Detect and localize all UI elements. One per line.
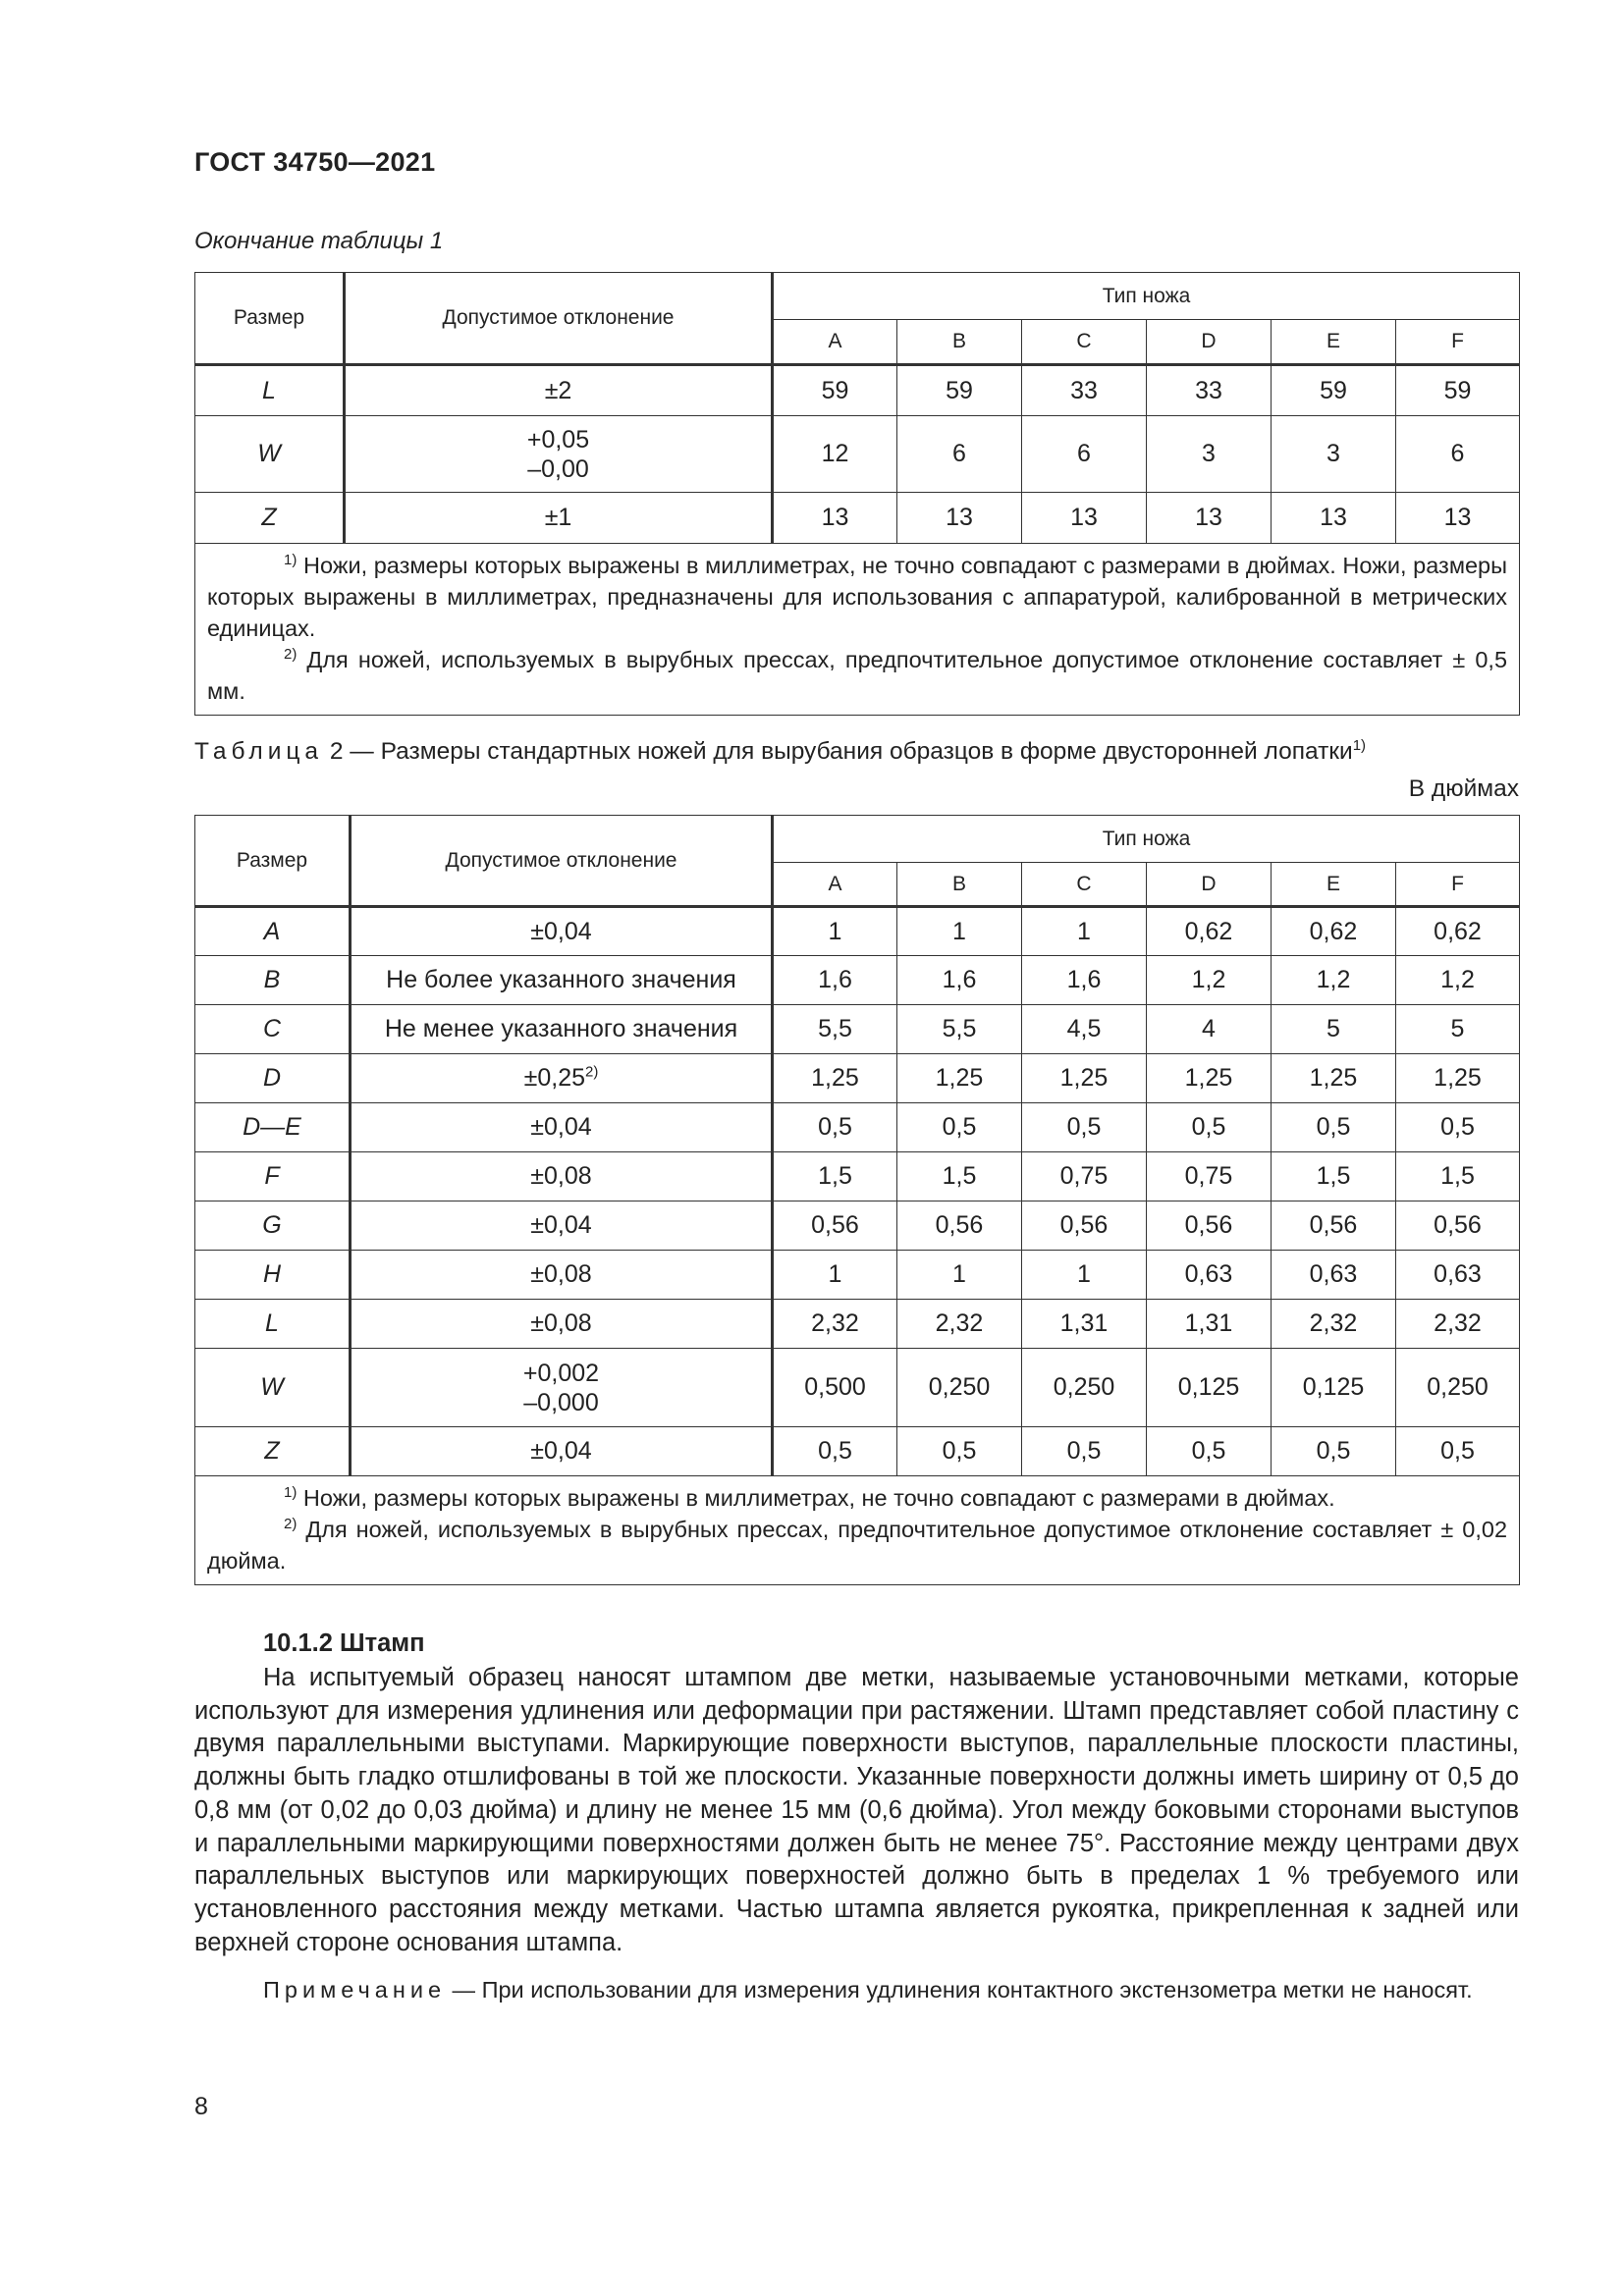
- table-2: [194, 815, 1520, 1585]
- value-cell: 1,6: [1022, 956, 1147, 1005]
- header-type-c: C: [1022, 863, 1147, 907]
- value-cell: 0,125: [1147, 1349, 1272, 1427]
- header-tolerance: Допустимое отклонение: [351, 816, 773, 907]
- header-type-e: E: [1272, 863, 1396, 907]
- value-cell: 1: [897, 907, 1022, 956]
- header-type-f: F: [1396, 863, 1520, 907]
- table2-caption-text: 2 — Размеры стандартных ножей для вырубания образцов в форме двусторонней лопатки: [329, 738, 1353, 765]
- size-cell: F: [195, 1152, 351, 1201]
- value-cell: 0,63: [1396, 1251, 1520, 1300]
- tolerance-text: ±0,08: [530, 1162, 592, 1190]
- value-cell: 6: [1022, 416, 1147, 493]
- value-cell: 0,62: [1147, 907, 1272, 956]
- value-cell: 13: [897, 493, 1022, 544]
- tolerance-text: ±0,25: [523, 1064, 586, 1092]
- size-cell: W: [195, 416, 345, 493]
- header-type-f: F: [1396, 320, 1520, 365]
- tolerance-cell: [351, 907, 773, 956]
- tolerance-text: Не более указанного значения: [386, 966, 736, 993]
- tolerance-cell: [351, 956, 773, 1005]
- table1-notes: [195, 544, 1520, 716]
- tolerance-cell: [351, 1251, 773, 1300]
- value-cell: 1,6: [897, 956, 1022, 1005]
- value-cell: 0,5: [773, 1427, 897, 1476]
- value-cell: 0,56: [1272, 1201, 1396, 1251]
- value-cell: 3: [1147, 416, 1272, 493]
- size-cell: D: [195, 1054, 351, 1103]
- tolerance-cell: [351, 1103, 773, 1152]
- tolerance-text: ±0,04: [530, 1437, 592, 1465]
- table-row: [195, 1349, 1520, 1427]
- footnote-mark: 2): [284, 1516, 298, 1533]
- table-row: [195, 493, 1520, 544]
- tolerance-text: ±0,08: [530, 1260, 592, 1288]
- table-row: [195, 1054, 1520, 1103]
- section-note: [194, 1974, 1519, 2006]
- tolerance-upper: +0,05: [526, 425, 590, 454]
- value-cell: 13: [773, 493, 897, 544]
- size-cell: C: [195, 1005, 351, 1054]
- header-type-d: D: [1147, 320, 1272, 365]
- value-cell: 3: [1272, 416, 1396, 493]
- value-cell: 13: [1396, 493, 1520, 544]
- table2-units: В дюймах: [1408, 775, 1519, 802]
- value-cell: 0,5: [1147, 1427, 1272, 1476]
- value-cell: 0,250: [1022, 1349, 1147, 1427]
- value-cell: 33: [1147, 365, 1272, 416]
- value-cell: 4,5: [1022, 1005, 1147, 1054]
- table2-notes: [195, 1476, 1520, 1585]
- value-cell: 0,5: [1272, 1103, 1396, 1152]
- tolerance-cell: [351, 1427, 773, 1476]
- header-size: Размер: [195, 816, 351, 907]
- section-body: [194, 1662, 1519, 1959]
- value-cell: 13: [1022, 493, 1147, 544]
- section-heading: 10.1.2 Штамп: [263, 1629, 425, 1657]
- footnote-mark: 2): [284, 646, 298, 664]
- table-row: [195, 1152, 1520, 1201]
- value-cell: 1,31: [1022, 1300, 1147, 1349]
- value-cell: 5,5: [897, 1005, 1022, 1054]
- header-type-b: B: [897, 863, 1022, 907]
- value-cell: 0,5: [897, 1103, 1022, 1152]
- size-cell: A: [195, 907, 351, 956]
- tolerance-lower: –0,00: [527, 454, 589, 483]
- table-row: [195, 1251, 1520, 1300]
- value-cell: 12: [773, 416, 897, 493]
- value-cell: 2,32: [773, 1300, 897, 1349]
- header-type-a: A: [773, 863, 897, 907]
- header-type-b: B: [897, 320, 1022, 365]
- table-1: [194, 272, 1520, 716]
- value-cell: 1: [773, 1251, 897, 1300]
- value-cell: 1,25: [1396, 1054, 1520, 1103]
- value-cell: 33: [1022, 365, 1147, 416]
- value-cell: 1: [773, 907, 897, 956]
- value-cell: 0,500: [773, 1349, 897, 1427]
- tolerance-text: ±0,04: [530, 1211, 592, 1239]
- value-cell: 0,5: [1022, 1103, 1147, 1152]
- table2-caption-label: Таблица: [194, 738, 324, 765]
- footnote-mark: 1): [284, 1484, 298, 1502]
- value-cell: 0,125: [1272, 1349, 1396, 1427]
- value-cell: 0,5: [1147, 1103, 1272, 1152]
- table-row: [195, 956, 1520, 1005]
- header-size: Размер: [195, 273, 345, 365]
- size-cell: G: [195, 1201, 351, 1251]
- value-cell: 6: [1396, 416, 1520, 493]
- value-cell: 1,2: [1272, 956, 1396, 1005]
- value-cell: 59: [1396, 365, 1520, 416]
- value-cell: 0,56: [897, 1201, 1022, 1251]
- footnote-mark: 1): [1352, 736, 1367, 754]
- value-cell: 1,25: [1272, 1054, 1396, 1103]
- value-cell: 13: [1272, 493, 1396, 544]
- value-cell: 2,32: [1396, 1300, 1520, 1349]
- value-cell: 1,2: [1147, 956, 1272, 1005]
- size-cell: H: [195, 1251, 351, 1300]
- value-cell: 1,5: [1272, 1152, 1396, 1201]
- tolerance-cell: [351, 1005, 773, 1054]
- value-cell: 0,250: [1396, 1349, 1520, 1427]
- document-title: ГОСТ 34750—2021: [194, 147, 436, 177]
- value-cell: 2,32: [1272, 1300, 1396, 1349]
- header-type-d: D: [1147, 863, 1272, 907]
- tolerance-cell: [351, 1152, 773, 1201]
- value-cell: 1,2: [1396, 956, 1520, 1005]
- header-knife-type: Тип ножа: [773, 816, 1520, 863]
- value-cell: 1,25: [1022, 1054, 1147, 1103]
- table-row: [195, 907, 1520, 956]
- tolerance-upper: +0,002: [522, 1359, 600, 1387]
- footnote-1: $^{1)}$ Ножи, размеры которых выражены в миллиметрах, не точно совпадают с размерами в дюймах. Ножи, размеры которых выражены в миллиметрах, предназначены для использования с аппаратурой, калиброванной в метрических единицах.: [207, 552, 1508, 641]
- note-label: Примечание: [263, 1977, 447, 2002]
- table2-body: [195, 907, 1520, 1476]
- value-cell: 0,5: [1272, 1427, 1396, 1476]
- footnote-mark: 1): [284, 552, 298, 569]
- tolerance-lower: –0,000: [523, 1388, 599, 1416]
- footnote-mark: 2): [585, 1063, 599, 1081]
- value-cell: 1,25: [897, 1054, 1022, 1103]
- footnote-2: $^{2)}$ Для ножей, используемых в вырубных прессах, предпочтительное допустимое отклонение составляет ± 0,02 дюйма.: [207, 1516, 1508, 1574]
- tolerance-cell: [351, 1300, 773, 1349]
- value-cell: 0,5: [1022, 1427, 1147, 1476]
- value-cell: 5: [1396, 1005, 1520, 1054]
- value-cell: 4: [1147, 1005, 1272, 1054]
- size-cell: D—E: [195, 1103, 351, 1152]
- value-cell: 5,5: [773, 1005, 897, 1054]
- table-row: [195, 1201, 1520, 1251]
- value-cell: 13: [1147, 493, 1272, 544]
- footnote-1: $^{1)}$ Ножи, размеры которых выражены в миллиметрах, не точно совпадают с размерами в дюймах.: [284, 1484, 1335, 1511]
- tolerance-cell: [351, 1349, 773, 1427]
- value-cell: 0,63: [1147, 1251, 1272, 1300]
- value-cell: 0,62: [1272, 907, 1396, 956]
- tolerance-cell: ±2: [345, 365, 773, 416]
- value-cell: 1: [1022, 907, 1147, 956]
- header-type-e: E: [1272, 320, 1396, 365]
- header-type-a: A: [773, 320, 897, 365]
- tolerance-cell: [351, 1201, 773, 1251]
- header-type-c: C: [1022, 320, 1147, 365]
- note-text: — При использовании для измерения удлинения контактного экстензометра метки не наносят.: [446, 1977, 1473, 2002]
- tolerance-cell: ±1: [345, 493, 773, 544]
- header-tolerance: Допустимое отклонение: [345, 273, 773, 365]
- value-cell: 0,63: [1272, 1251, 1396, 1300]
- value-cell: 1,5: [773, 1152, 897, 1201]
- tolerance-text: ±0,04: [530, 917, 592, 945]
- value-cell: 59: [897, 365, 1022, 416]
- table-row: [195, 1427, 1520, 1476]
- value-cell: 2,32: [897, 1300, 1022, 1349]
- value-cell: 1,6: [773, 956, 897, 1005]
- table-row: [195, 1300, 1520, 1349]
- table2-caption: [194, 738, 1519, 766]
- value-cell: 0,62: [1396, 907, 1520, 956]
- value-cell: 0,75: [1022, 1152, 1147, 1201]
- value-cell: 0,250: [897, 1349, 1022, 1427]
- value-cell: 0,5: [773, 1103, 897, 1152]
- size-cell: W: [195, 1349, 351, 1427]
- value-cell: 0,5: [1396, 1103, 1520, 1152]
- value-cell: 6: [897, 416, 1022, 493]
- tolerance-cell: [345, 416, 773, 493]
- tolerance-text: ±0,04: [530, 1113, 592, 1141]
- value-cell: 1,25: [1147, 1054, 1272, 1103]
- value-cell: 1,5: [897, 1152, 1022, 1201]
- tolerance-text: ±0,08: [530, 1309, 592, 1337]
- size-cell: Z: [195, 493, 345, 544]
- footnote-2: $^{2)}$ Для ножей, используемых в вырубных прессах, предпочтительное допустимое отклонение составляет ± 0,5 мм.: [207, 646, 1508, 704]
- tolerance-text: Не менее указанного значения: [384, 1015, 738, 1042]
- value-cell: 0,5: [1396, 1427, 1520, 1476]
- table-row: [195, 1103, 1520, 1152]
- value-cell: 1,31: [1147, 1300, 1272, 1349]
- value-cell: 0,56: [1396, 1201, 1520, 1251]
- value-cell: 0,5: [897, 1427, 1022, 1476]
- value-cell: 5: [1272, 1005, 1396, 1054]
- value-cell: 1: [897, 1251, 1022, 1300]
- value-cell: 1: [1022, 1251, 1147, 1300]
- tolerance-cell: [351, 1054, 773, 1103]
- value-cell: 1,5: [1396, 1152, 1520, 1201]
- value-cell: 0,75: [1147, 1152, 1272, 1201]
- table1-continuation-caption: Окончание таблицы 1: [194, 228, 444, 254]
- value-cell: 59: [1272, 365, 1396, 416]
- value-cell: 0,56: [773, 1201, 897, 1251]
- size-cell: Z: [195, 1427, 351, 1476]
- value-cell: 1,25: [773, 1054, 897, 1103]
- section-paragraph: На испытуемый образец наносят штампом две метки, называемые установочными метками, которые используют для измерения удлинения или деформации при растяжении. Штамп представляет собой пластину с двумя параллельными выступами. Маркирующие поверхности выступов, параллельные плоскости пластины, должны быть гладко отшлифованы в той же плоскости. Указанные поверхности должны иметь ширину от 0,5 до 0,8 мм (от 0,02 до 0,03 дюйма) и длину не менее 15 мм (0,6 дюйма). Угол между боковыми сторонами выступов и параллельными маркирующими поверхностями должен быть не менее 75°. Расстояние между центрами двух параллельных выступов или маркирующих поверхностей должно быть в пределах 1 % требуемого или установленного расстояния между метками. Частью штампа является рукоятка, прикрепленная к задней или верхней стороне основания штампа.: [194, 1664, 1519, 1956]
- header-knife-type: Тип ножа: [773, 273, 1520, 320]
- table-row: [195, 365, 1520, 416]
- page-number: 8: [194, 2093, 208, 2120]
- value-cell: 0,56: [1147, 1201, 1272, 1251]
- table-row: [195, 1005, 1520, 1054]
- size-cell: L: [195, 365, 345, 416]
- value-cell: 59: [773, 365, 897, 416]
- size-cell: B: [195, 956, 351, 1005]
- table-row: [195, 416, 1520, 493]
- value-cell: 0,56: [1022, 1201, 1147, 1251]
- size-cell: L: [195, 1300, 351, 1349]
